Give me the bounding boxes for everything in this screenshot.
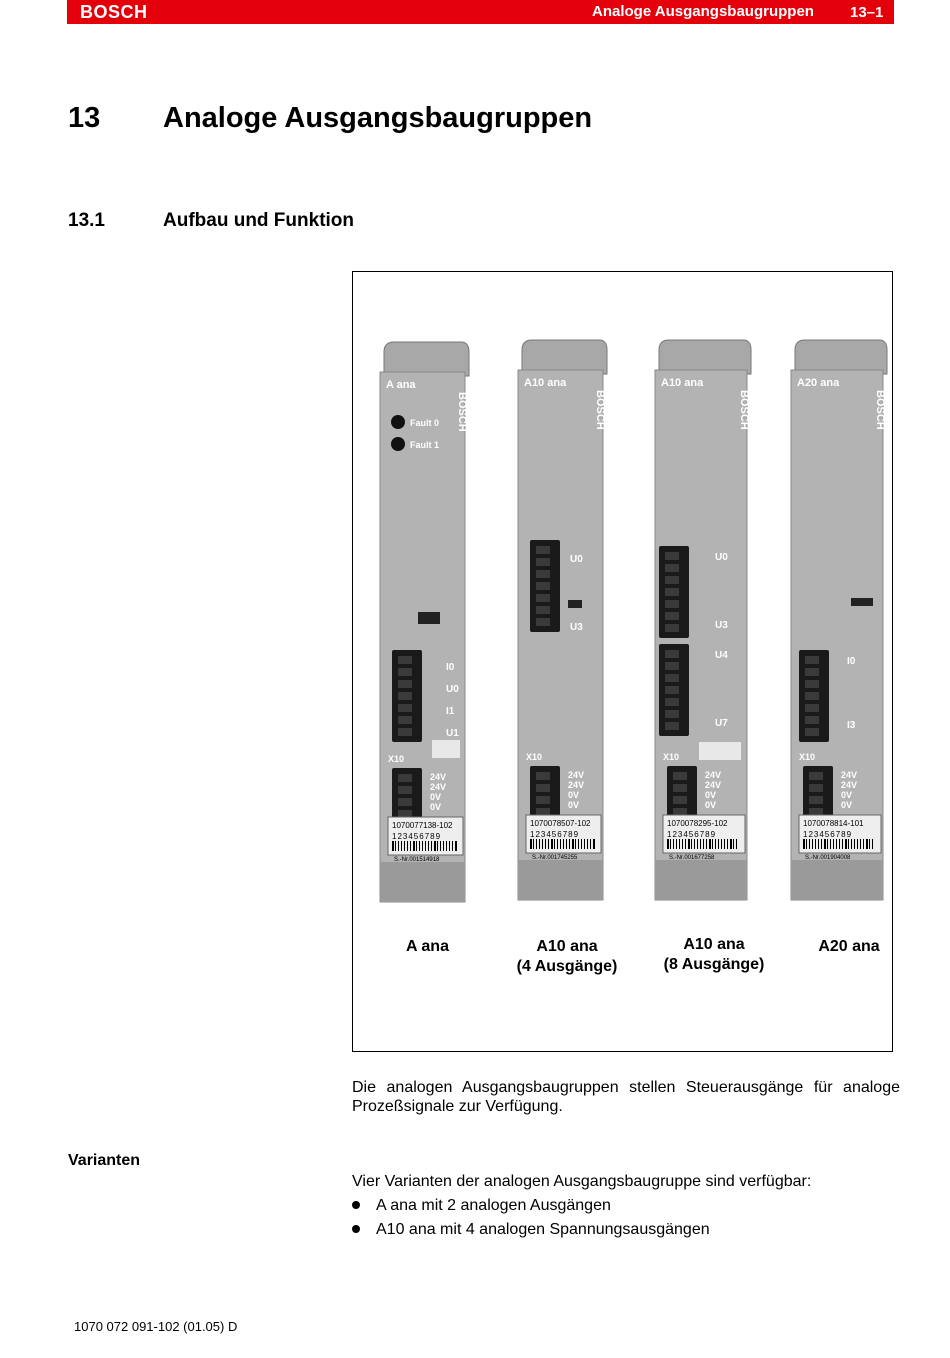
barcode-bar <box>554 839 555 849</box>
connector-pin <box>665 650 679 658</box>
connector-pin <box>809 772 823 780</box>
barcode-bar <box>863 839 864 849</box>
channel-label: U1 <box>446 728 459 739</box>
caption-a10-ana-4 <box>505 937 629 977</box>
connector-pin <box>665 564 679 572</box>
connector-label: X10 <box>388 754 405 764</box>
power-label: 0V <box>705 800 717 810</box>
module-figure <box>352 271 893 1052</box>
module-tag: A10 ana <box>661 377 704 389</box>
barcode-bar <box>694 839 695 849</box>
barcode-bar <box>428 841 429 851</box>
connector-pin <box>536 796 550 804</box>
barcode-bar <box>392 841 394 851</box>
connector-pin <box>665 722 679 730</box>
module-photo <box>353 272 892 1051</box>
barcode-bar <box>709 839 711 849</box>
connector-pin <box>536 784 550 792</box>
barcode-bar <box>827 839 828 849</box>
barcode-bar <box>685 839 686 849</box>
channel-label: U3 <box>715 620 728 631</box>
connector-pin <box>536 618 550 626</box>
connector-pin <box>673 784 687 792</box>
barcode-bar <box>455 841 457 851</box>
chapter-title: Analoge Ausgangsbaugruppen <box>163 102 593 134</box>
power-label: 24V <box>568 770 585 780</box>
caption-line: (8 Ausgänge) <box>663 956 765 973</box>
barcode-bar <box>866 839 868 849</box>
module-mounting-tab <box>795 340 887 374</box>
variants-lead: Vier Varianten der analogen Ausgangsbaugruppe sind verfügbar: <box>352 1173 812 1190</box>
barcode-bar <box>806 839 807 849</box>
connector-pin <box>805 656 819 664</box>
ground-terminal <box>418 612 440 624</box>
barcode-bar <box>446 841 447 851</box>
barcode-bar <box>730 839 732 849</box>
power-label: 0V <box>705 790 717 800</box>
connector-pin <box>398 704 412 712</box>
connector-pin <box>398 774 412 782</box>
barcode-bar <box>673 839 674 849</box>
barcode-bar <box>440 841 441 851</box>
running-header-title: Analoge Ausgangsbaugruppen <box>592 3 814 20</box>
barcode-bar <box>578 839 579 849</box>
connector-pin <box>398 716 412 724</box>
barcode-bar <box>431 841 432 851</box>
channel-label: I1 <box>446 706 455 717</box>
connector-pin <box>536 558 550 566</box>
connector-pin <box>665 612 679 620</box>
barcode-bar <box>539 839 540 849</box>
connector-pin <box>805 704 819 712</box>
connector-pin <box>398 798 412 806</box>
connector-pin <box>665 662 679 670</box>
barcode-digits: 123456789 <box>803 830 853 839</box>
barcode-bar <box>833 839 834 849</box>
connector-pin <box>536 570 550 578</box>
channel-label: U7 <box>715 718 728 729</box>
connector-pin <box>665 624 679 632</box>
barcode-bar <box>449 841 450 851</box>
module-brand: BOSCH <box>738 390 750 430</box>
connector-pin <box>665 588 679 596</box>
caption-line: A10 ana <box>683 936 745 953</box>
barcode-bar <box>563 839 564 849</box>
barcode-bar <box>712 839 713 849</box>
bullet-icon <box>352 1225 360 1233</box>
power-label: 0V <box>568 800 580 810</box>
power-label: 0V <box>841 790 853 800</box>
barcode-bar <box>703 839 704 849</box>
barcode-bar <box>727 839 728 849</box>
power-label: 24V <box>841 780 858 790</box>
power-label: 24V <box>705 780 722 790</box>
channel-label: U3 <box>570 622 583 633</box>
barcode-bar <box>530 839 532 849</box>
connector-pin <box>398 668 412 676</box>
barcode-bar <box>545 839 546 849</box>
connector-pin <box>536 582 550 590</box>
power-label: 0V <box>568 790 580 800</box>
barcode-bar <box>715 839 716 849</box>
barcode-bar <box>407 841 408 851</box>
ground-terminal <box>851 598 873 606</box>
power-label: 24V <box>568 780 585 790</box>
connector-pin <box>536 594 550 602</box>
barcode-bar <box>425 841 426 851</box>
module-brand: BOSCH <box>594 390 606 430</box>
label-patch <box>432 740 460 758</box>
caption-line: A20 ana <box>818 938 880 955</box>
connector-pin <box>805 680 819 688</box>
chapter-number: 13 <box>68 102 101 134</box>
power-label: 24V <box>705 770 722 780</box>
barcode-bar <box>536 839 537 849</box>
barcode-bar <box>691 839 692 849</box>
barcode-bar <box>821 839 822 849</box>
ground-terminal <box>568 600 582 608</box>
module-foot <box>380 862 465 902</box>
module-tag: A20 ana <box>797 377 840 389</box>
barcode-digits: 123456789 <box>530 830 580 839</box>
led-label: Fault 1 <box>410 440 440 450</box>
module-foot <box>518 860 603 900</box>
part-number: 1070077138-102 <box>392 821 453 830</box>
connector-pin <box>665 552 679 560</box>
connector-pin <box>665 698 679 706</box>
page-number: 13–1 <box>850 4 884 21</box>
connector-pin <box>398 692 412 700</box>
barcode-bar <box>733 839 734 849</box>
connector-label: X10 <box>526 752 543 762</box>
section-title: Aufbau und Funktion <box>163 210 355 231</box>
power-label: 24V <box>430 772 447 782</box>
document-id: 1070 072 091-102 (01.05) D <box>74 1319 238 1334</box>
barcode-bar <box>736 839 737 849</box>
connector-label: X10 <box>799 752 816 762</box>
channel-label: I0 <box>847 656 856 667</box>
variant-item: A ana mit 2 analogen Ausgängen <box>376 1197 611 1214</box>
barcode-bar <box>590 839 591 849</box>
channel-label: U0 <box>446 684 459 695</box>
barcode-bar <box>836 839 837 849</box>
barcode-bar <box>560 839 561 849</box>
channel-label: U4 <box>715 650 728 661</box>
power-label: 0V <box>841 800 853 810</box>
connector-pin <box>665 600 679 608</box>
barcode-bar <box>581 839 582 849</box>
connector-pin <box>805 728 819 736</box>
barcode-bar <box>839 839 840 849</box>
barcode-bar <box>857 839 858 849</box>
barcode-bar <box>398 841 399 851</box>
label-patch <box>699 742 741 760</box>
barcode-bar <box>542 839 543 849</box>
bosch-logo: BOSCH <box>80 2 148 22</box>
led-label: Fault 0 <box>410 418 440 428</box>
barcode-bar <box>848 839 849 849</box>
barcode-bar <box>818 839 819 849</box>
barcode-bar <box>404 841 405 851</box>
module-tag: A ana <box>386 379 416 391</box>
connector-pin <box>665 674 679 682</box>
led-icon <box>391 437 405 451</box>
barcode-bar <box>670 839 671 849</box>
intro-paragraph: Die analogen Ausgangsbaugruppen stellen Steuerausgänge für analoge Prozeßsignale zur Verfügung. <box>352 1079 900 1115</box>
barcode-bar <box>593 839 595 849</box>
module-brand: BOSCH <box>456 392 468 432</box>
barcode-bar <box>548 839 549 849</box>
barcode-bar <box>557 839 558 849</box>
barcode-bar <box>697 839 698 849</box>
barcode-bar <box>584 839 585 849</box>
module-tag: A10 ana <box>524 377 567 389</box>
caption-a20-ana <box>804 937 894 957</box>
barcode-bar <box>706 839 707 849</box>
barcode-bar <box>718 839 719 849</box>
barcode-bar <box>845 839 847 849</box>
module-mounting-tab <box>384 342 469 376</box>
module-foot <box>791 860 883 900</box>
barcode-bar <box>572 839 574 849</box>
serial-number: S.-Nr.001904008 <box>805 855 851 861</box>
channel-label: U0 <box>570 554 583 565</box>
channel-label: I3 <box>847 720 856 731</box>
barcode-bar <box>803 839 805 849</box>
power-label: 0V <box>430 802 442 812</box>
led-icon <box>391 415 405 429</box>
part-number: 1070078507-102 <box>530 819 591 828</box>
barcode-bar <box>824 839 826 849</box>
channel-label: I0 <box>446 662 455 673</box>
caption-line: A ana <box>406 938 449 955</box>
connector-pin <box>398 680 412 688</box>
barcode-bar <box>575 839 576 849</box>
connector-pin <box>665 576 679 584</box>
connector-pin <box>665 686 679 694</box>
connector-pin <box>398 728 412 736</box>
variants-label: Varianten <box>68 1152 141 1169</box>
variant-item: A10 ana mit 4 analogen Spannungsausgängen <box>376 1221 710 1238</box>
barcode-bar <box>682 839 683 849</box>
caption-a-ana <box>380 937 475 957</box>
caption-line: (4 Ausgänge) <box>516 958 618 975</box>
barcode-bar <box>437 841 438 851</box>
barcode-bar <box>809 839 810 849</box>
module-foot <box>655 860 747 900</box>
connector-pin <box>805 692 819 700</box>
barcode-bar <box>434 841 436 851</box>
caption-a10-ana-8 <box>652 935 776 975</box>
barcode-bar <box>419 841 420 851</box>
barcode-bar <box>854 839 855 849</box>
serial-number: S.-Nr.001514918 <box>394 857 440 863</box>
channel-label: U0 <box>715 552 728 563</box>
barcode-bar <box>413 841 415 851</box>
barcode-bar <box>812 839 813 849</box>
barcode-bar <box>869 839 870 849</box>
power-label: 24V <box>430 782 447 792</box>
connector-pin <box>805 668 819 676</box>
module-mounting-tab <box>522 340 607 374</box>
connector-pin <box>673 772 687 780</box>
barcode-bar <box>569 839 570 849</box>
serial-number: S.-Nr.001677258 <box>669 855 715 861</box>
part-number: 1070078814-101 <box>803 819 864 828</box>
connector-label: X10 <box>663 752 680 762</box>
power-label: 24V <box>841 770 858 780</box>
connector-pin <box>536 772 550 780</box>
barcode-bar <box>721 839 722 849</box>
connector-pin <box>805 716 819 724</box>
power-label: 0V <box>430 792 442 802</box>
barcode-digits: 123456789 <box>667 830 717 839</box>
connector-pin <box>665 710 679 718</box>
serial-number: S.-Nr.001745255 <box>532 855 578 861</box>
barcode-bar <box>842 839 843 849</box>
barcode-bar <box>872 839 873 849</box>
barcode-bar <box>667 839 669 849</box>
barcode-bar <box>860 839 861 849</box>
barcode-bar <box>410 841 411 851</box>
caption-line: A10 ana <box>536 938 598 955</box>
barcode-bar <box>587 839 588 849</box>
module-mounting-tab <box>659 340 751 374</box>
barcode-bar <box>452 841 453 851</box>
barcode-bar <box>688 839 690 849</box>
connector-pin <box>398 656 412 664</box>
section-number: 13.1 <box>68 210 105 231</box>
barcode-digits: 123456789 <box>392 832 442 841</box>
barcode-bar <box>566 839 567 849</box>
barcode-bar <box>443 841 444 851</box>
connector-pin <box>536 606 550 614</box>
barcode-bar <box>700 839 701 849</box>
connector-pin <box>398 786 412 794</box>
barcode-bar <box>395 841 396 851</box>
barcode-bar <box>416 841 417 851</box>
barcode-bar <box>830 839 831 849</box>
barcode-bar <box>724 839 725 849</box>
barcode-bar <box>676 839 677 849</box>
connector-pin <box>809 784 823 792</box>
connector-pin <box>809 796 823 804</box>
barcode-bar <box>422 841 423 851</box>
connector-pin <box>673 796 687 804</box>
barcode-bar <box>679 839 680 849</box>
barcode-bar <box>533 839 534 849</box>
barcode-bar <box>551 839 553 849</box>
module-brand: BOSCH <box>874 390 886 430</box>
barcode-bar <box>815 839 816 849</box>
connector-pin <box>536 546 550 554</box>
bullet-icon <box>352 1201 360 1209</box>
barcode-bar <box>401 841 402 851</box>
barcode-bar <box>851 839 852 849</box>
part-number: 1070078295-102 <box>667 819 728 828</box>
